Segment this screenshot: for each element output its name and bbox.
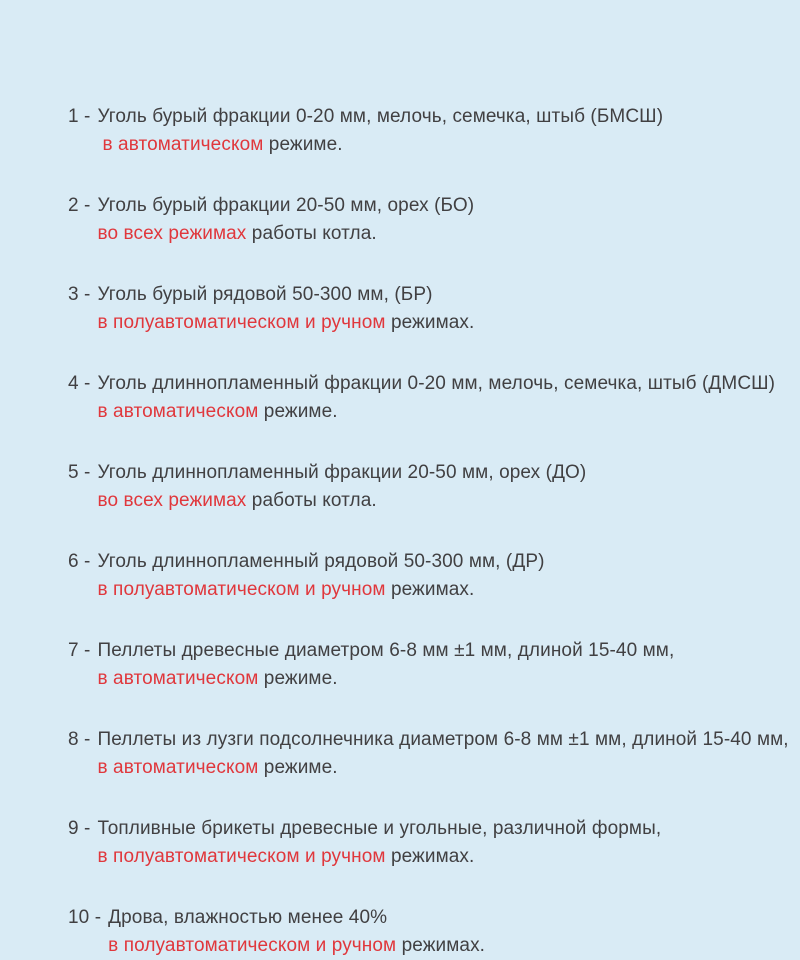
item-content bbox=[97, 815, 661, 871]
item-mode-rest: режимах. bbox=[385, 579, 475, 600]
item-mode-highlight: в автоматическом bbox=[97, 668, 259, 689]
item-description: Уголь бурый фракции 20-50 мм, орех (БО) bbox=[97, 195, 475, 216]
item-content bbox=[97, 192, 474, 248]
item-description: Уголь бурый фракции 0-20 мм, мелочь, семечка, штыб (БМСШ) bbox=[97, 106, 664, 127]
item-mode-highlight: во всех режимах bbox=[97, 223, 247, 244]
item-mode-highlight: в автоматическом bbox=[97, 401, 259, 422]
item-mode-line bbox=[97, 220, 474, 248]
item-mode-line bbox=[97, 309, 474, 337]
item-mode-line bbox=[102, 131, 663, 159]
item-number: 1 - bbox=[68, 106, 91, 127]
item-description: Пеллеты древесные диаметром 6-8 мм ±1 мм, длиной 15-40 мм, bbox=[97, 640, 675, 661]
item-mode-line bbox=[97, 843, 661, 871]
item-mode-rest: работы котла. bbox=[246, 490, 377, 511]
item-description: Пеллеты из лузги подсолнечника диаметром 6-8 мм ±1 мм, длиной 15-40 мм, bbox=[97, 729, 789, 750]
item-mode-line bbox=[97, 576, 544, 604]
fuel-list bbox=[68, 103, 789, 960]
item-mode-rest: режимах. bbox=[385, 312, 475, 333]
item-number: 8 - bbox=[68, 729, 91, 750]
list-item bbox=[68, 637, 760, 693]
item-mode-highlight: в полуавтоматическом и ручном bbox=[97, 312, 386, 333]
item-content bbox=[97, 637, 674, 693]
list-item bbox=[68, 281, 760, 337]
item-mode-highlight: в полуавтоматическом и ручном bbox=[97, 579, 386, 600]
item-number: 6 - bbox=[68, 551, 91, 572]
list-item bbox=[68, 548, 760, 604]
item-mode-line bbox=[97, 665, 674, 693]
item-mode-highlight: в автоматическом bbox=[102, 134, 264, 155]
item-mode-highlight: в полуавтоматическом и ручном bbox=[97, 846, 386, 867]
item-mode-line bbox=[97, 398, 775, 426]
item-content bbox=[97, 103, 663, 159]
item-content bbox=[97, 548, 544, 604]
list-item bbox=[68, 459, 760, 515]
item-mode-highlight: в полуавтоматическом и ручном bbox=[108, 935, 397, 956]
item-mode-rest: режиме. bbox=[258, 401, 338, 422]
item-description: Уголь бурый рядовой 50-300 мм, (БР) bbox=[97, 284, 433, 305]
item-mode-highlight: во всех режимах bbox=[97, 490, 247, 511]
item-content bbox=[108, 904, 485, 960]
item-description: Уголь длиннопламенный рядовой 50-300 мм, (ДР) bbox=[97, 551, 545, 572]
item-number: 4 - bbox=[68, 373, 91, 394]
item-mode-rest: режимах. bbox=[385, 846, 475, 867]
item-number: 2 - bbox=[68, 195, 91, 216]
list-item bbox=[68, 815, 760, 871]
item-number: 9 - bbox=[68, 818, 91, 839]
item-content bbox=[97, 281, 474, 337]
list-item bbox=[68, 370, 776, 426]
list-item bbox=[68, 192, 760, 248]
item-mode-rest: режиме. bbox=[263, 134, 343, 155]
item-mode-line bbox=[97, 754, 788, 782]
item-mode-rest: режимах. bbox=[396, 935, 486, 956]
item-description: Дрова, влажностью менее 40% bbox=[108, 907, 388, 928]
item-description: Уголь длиннопламенный фракции 20-50 мм, орех (ДО) bbox=[97, 462, 587, 483]
item-mode-line bbox=[108, 932, 485, 960]
item-number: 7 - bbox=[68, 640, 91, 661]
list-item bbox=[68, 726, 789, 782]
item-content bbox=[97, 370, 775, 426]
item-mode-line bbox=[97, 487, 586, 515]
item-content bbox=[97, 726, 788, 782]
item-content bbox=[97, 459, 586, 515]
item-mode-rest: работы котла. bbox=[246, 223, 377, 244]
item-number: 10 - bbox=[68, 907, 102, 928]
list-item bbox=[68, 904, 760, 960]
item-description: Топливные брикеты древесные и угольные, различной формы, bbox=[97, 818, 662, 839]
item-number: 5 - bbox=[68, 462, 91, 483]
item-mode-rest: режиме. bbox=[258, 668, 338, 689]
item-number: 3 - bbox=[68, 284, 91, 305]
item-description: Уголь длиннопламенный фракции 0-20 мм, мелочь, семечка, штыб (ДМСШ) bbox=[97, 373, 776, 394]
list-item bbox=[68, 103, 760, 159]
item-mode-highlight: в автоматическом bbox=[97, 757, 259, 778]
item-mode-rest: режиме. bbox=[258, 757, 338, 778]
